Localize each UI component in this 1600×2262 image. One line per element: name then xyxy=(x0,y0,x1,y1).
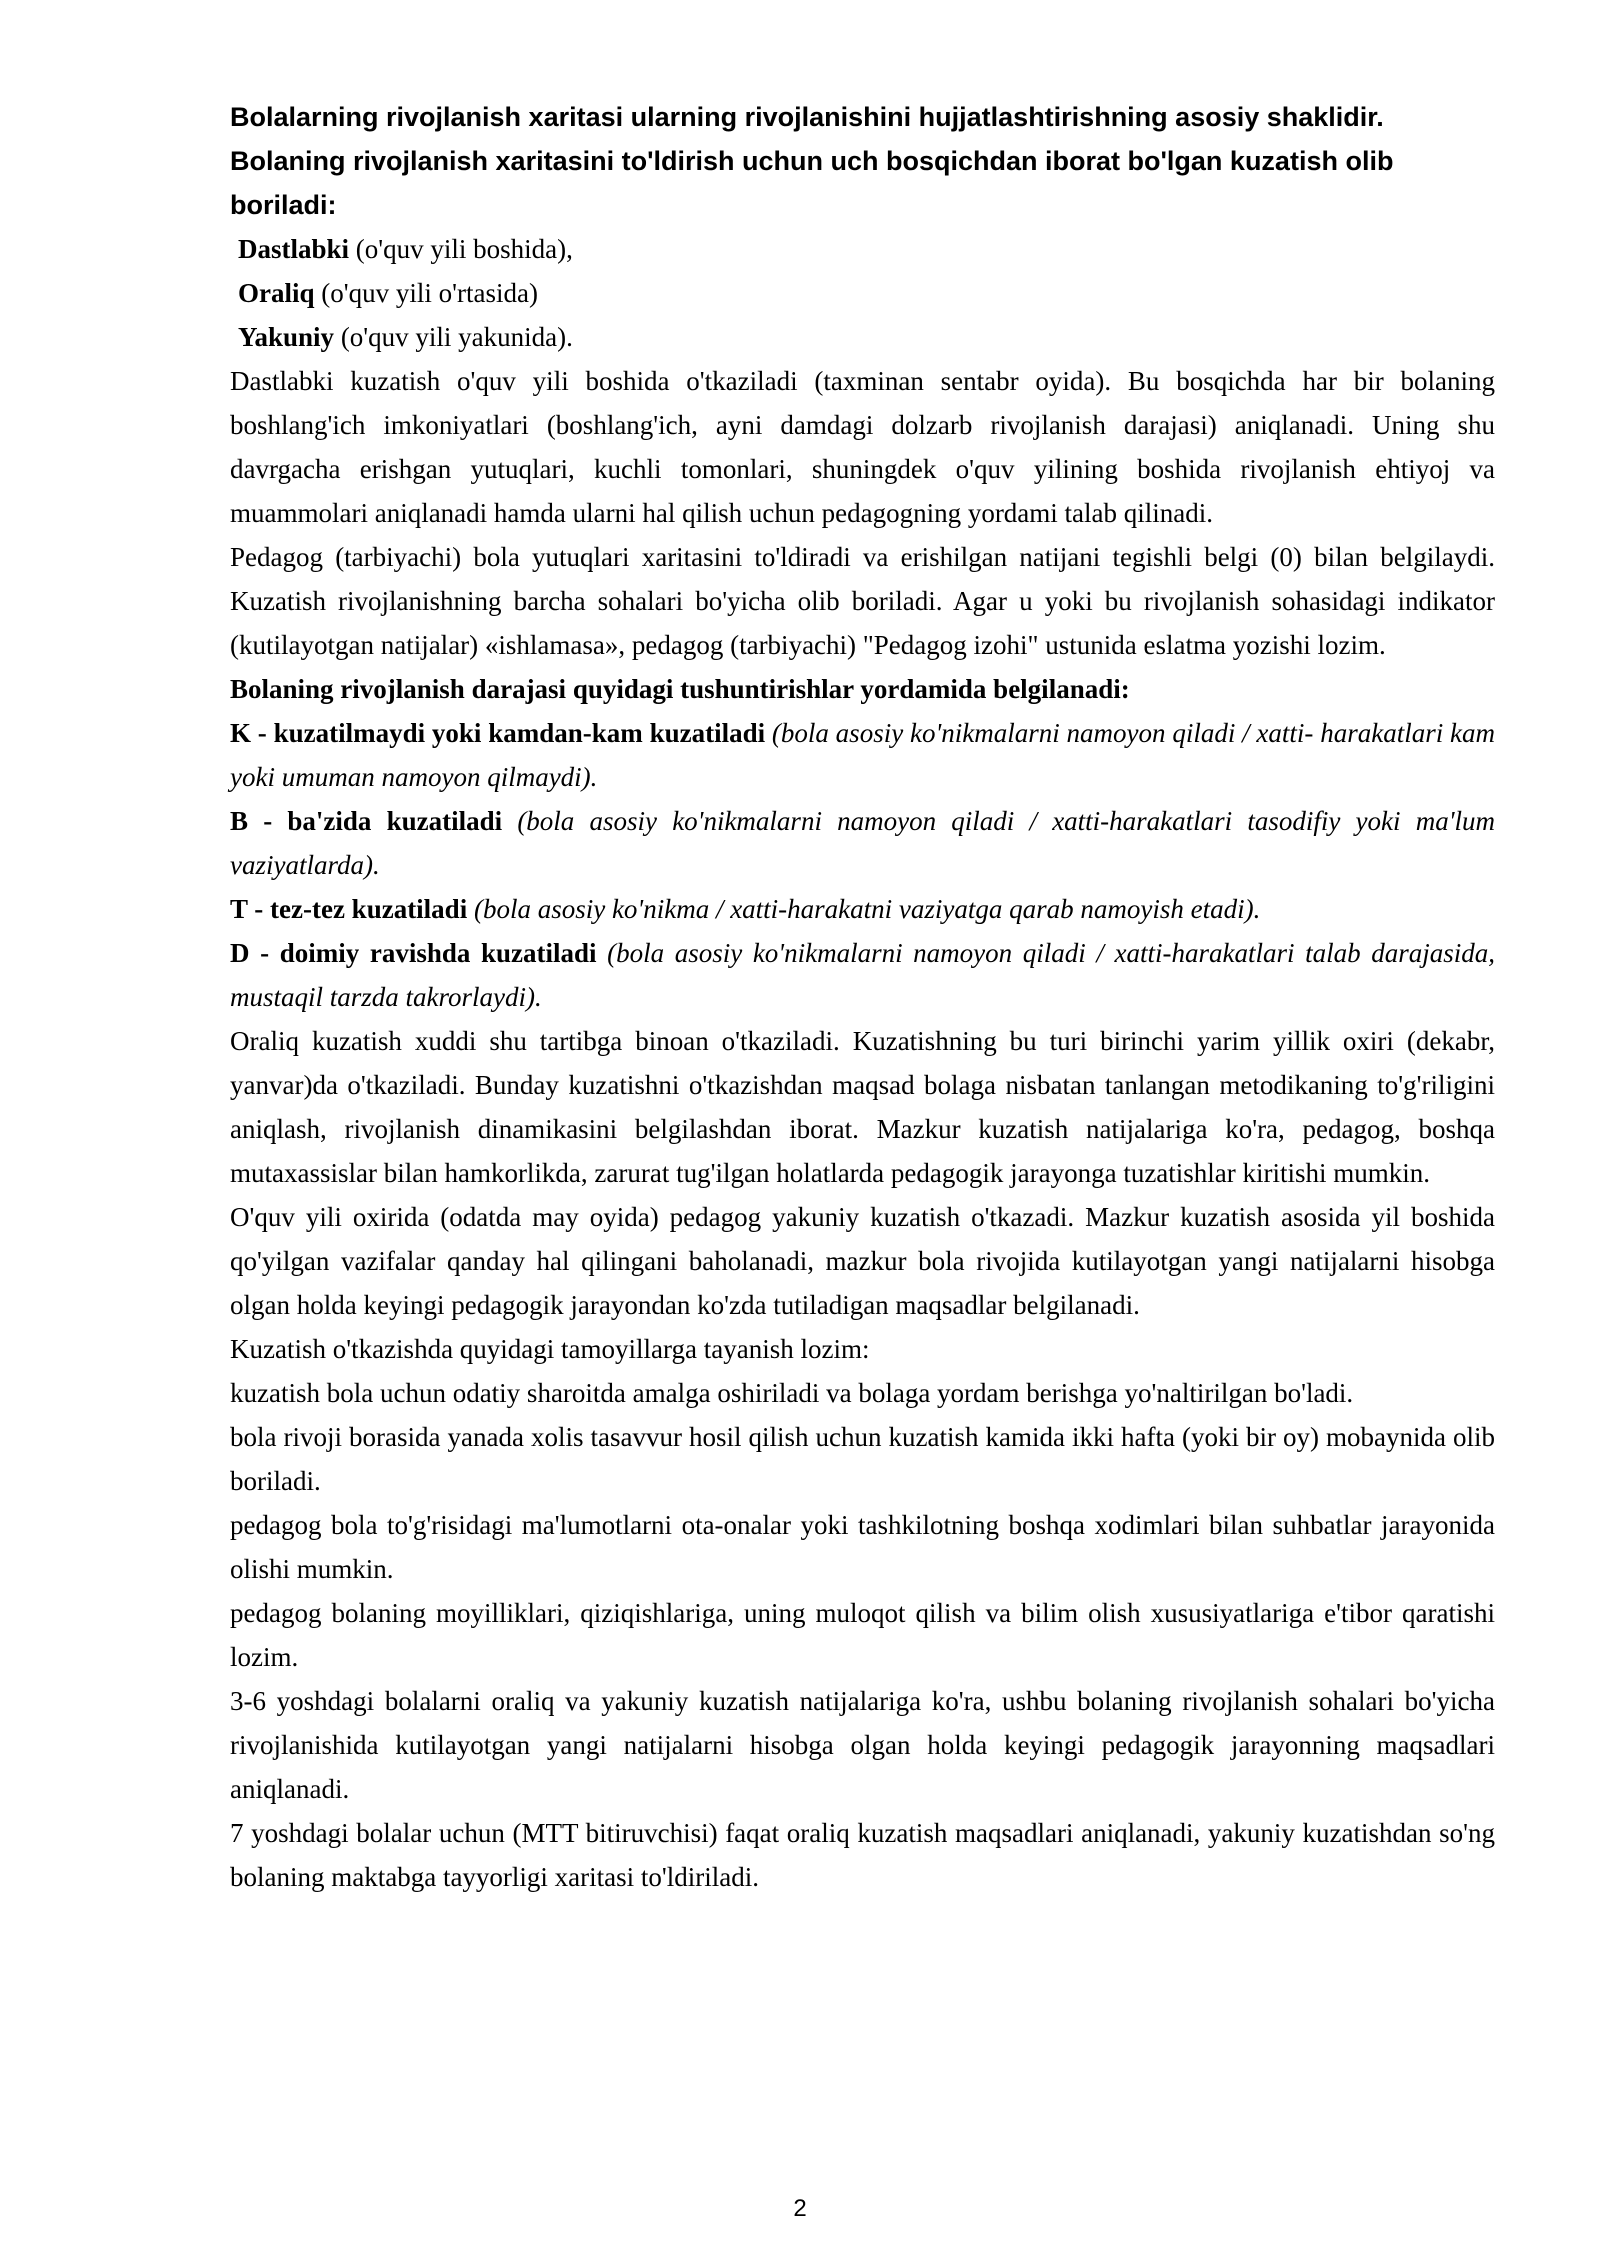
level-desc: (bola asosiy ko'nikmalarni namoyon qiladi / xatti-harakatlari tasodifiy yoki ma'lum vaziyatlarda). xyxy=(230,806,1495,880)
paragraph: 7 yoshdagi bolalar uchun (MTT bitiruvchisi) faqat oraliq kuzatish maqsadlari aniqlanadi, yakuniy kuzatishdan so'ng bolaning maktabga tayyorligi xaritasi to'ldiriladi. xyxy=(230,1818,1495,1892)
paragraph: Dastlabki kuzatish o'quv yili boshida o'tkaziladi (taxminan sentabr oyida). Bu bosqichda har bir bolaning boshlang'ich imkoniyatlari (boshlang'ich, ayni damdagi dolzarb rivojlanish darajasi) aniqlanadi. Uning shu davrgacha erishgan yutuqlari, kuchli tomonlari, shuningdek o'quv yilining boshida rivojlanish ehtiyoj va muammolari aniqlanadi hamda ularni hal qilish uchun pedagogning yordami talab qilinadi. xyxy=(230,366,1495,528)
level-term: D - doimiy ravishda kuzatiladi xyxy=(230,938,597,968)
observation-stages-list xyxy=(230,227,1495,359)
level-definition xyxy=(230,799,1495,887)
stage-desc: (o'quv yili yakunida). xyxy=(334,322,573,352)
paragraph: Pedagog (tarbiyachi) bola yutuqlari xaritasini to'ldiradi va erishilgan natijani tegishli belgi (0) bilan belgilaydi. Kuzatish rivojlanishning barcha sohalari bo'yicha olib boriladi. Agar u yoki bu rivojlanish sohasidagi indikator (kutilayotgan natijalar) «ishlamasa», pedagog (tarbiyachi) "Pedagog izohi" ustunida eslatma yozishi lozim. xyxy=(230,542,1495,660)
stage-desc: (o'quv yili boshida), xyxy=(349,234,573,264)
level-definition xyxy=(230,931,1495,1019)
stage-name: Dastlabki xyxy=(238,234,350,264)
page-number: 2 xyxy=(793,2195,807,2222)
paragraph: O'quv yili oxirida (odatda may oyida) pedagog yakuniy kuzatish o'tkazadi. Mazkur kuzatish asosida yil boshida qo'yilgan vazifalar qanday hal qilingani baholanadi, mazkur bola rivojida kutilayotgan yangi natijalarni hisobga olgan holda keyingi pedagogik jarayondan ko'zda tutiladigan maqsadlar belgilanadi. xyxy=(230,1202,1495,1320)
stage-item xyxy=(238,315,1495,359)
level-definition xyxy=(230,887,1495,931)
level-desc: (bola asosiy ko'nikma / xatti-harakatni vaziyatga qarab namoyish etadi). xyxy=(467,894,1261,924)
level-term: B - ba'zida kuzatiladi xyxy=(230,806,503,836)
level-term: T - tez-tez kuzatiladi xyxy=(230,894,468,924)
stage-item xyxy=(238,271,1495,315)
document-page xyxy=(230,95,1495,1899)
level-definition xyxy=(230,711,1495,799)
levels-heading: Bolaning rivojlanish darajasi quyidagi tushuntirishlar yordamida belgilanadi: xyxy=(230,674,1130,704)
level-desc: (bola asosiy ko'nikmalarni namoyon qiladi / xatti- harakatlari kam yoki umuman namoyon qilmaydi). xyxy=(230,718,1495,792)
paragraph: 3-6 yoshdagi bolalarni oraliq va yakuniy kuzatish natijalariga ko'ra, ushbu bolaning rivojlanish sohalari bo'yicha rivojlanishida kutilayotgan yangi natijalarni hisobga olgan holda keyingi pedagogik jarayonning maqsadlari aniqlanadi. xyxy=(230,1686,1495,1804)
level-desc: (bola asosiy ko'nikmalarni namoyon qiladi / xatti-harakatlari talab darajasida, mustaqil tarzda takrorlaydi). xyxy=(230,938,1495,1012)
document-heading: Bolalarning rivojlanish xaritasi ularning rivojlanishini hujjatlashtirishning asosiy shaklidir. Bolaning rivojlanish xaritasini to'ldirish uchun uch bosqichdan iborat bo'lgan kuzatish olib boriladi: xyxy=(230,102,1394,220)
paragraph: Kuzatish o'tkazishda quyidagi tamoyillarga tayanish lozim: xyxy=(230,1334,870,1364)
level-term: K - kuzatilmaydi yoki kamdan-kam kuzatiladi xyxy=(230,718,766,748)
stage-name: Yakuniy xyxy=(238,322,335,352)
principle-item: bola rivoji borasida yanada xolis tasavvur hosil qilish uchun kuzatish kamida ikki hafta (yoki bir oy) mobaynida olib boriladi. xyxy=(230,1422,1495,1496)
stage-desc: (o'quv yili o'rtasida) xyxy=(314,278,538,308)
principle-item: kuzatish bola uchun odatiy sharoitda amalga oshiriladi va bolaga yordam berishga yo'naltirilgan bo'ladi. xyxy=(230,1378,1354,1408)
stage-name: Oraliq xyxy=(238,278,315,308)
stage-item xyxy=(238,227,1495,271)
paragraph: Oraliq kuzatish xuddi shu tartibga binoan o'tkaziladi. Kuzatishning bu turi birinchi yarim yillik oxiri (dekabr, yanvar)da o'tkaziladi. Bunday kuzatishni o'tkazishdan maqsad bolaga nisbatan tanlangan metodikaning to'g'riligini aniqlash, rivojlanish dinamikasini belgilashdan iborat. Mazkur kuzatish natijalariga ko'ra, pedagog, boshqa mutaxassislar bilan hamkorlikda, zarurat tug'ilgan holatlarda pedagogik jarayonga tuzatishlar kiritishi mumkin. xyxy=(230,1026,1495,1188)
principle-item: pedagog bolaning moyilliklari, qiziqishlariga, uning muloqot qilish va bilim olish xususiyatlariga e'tibor qaratishi lozim. xyxy=(230,1598,1495,1672)
principle-item: pedagog bola to'g'risidagi ma'lumotlarni ota-onalar yoki tashkilotning boshqa xodimlari bilan suhbatlar jarayonida olishi mumkin. xyxy=(230,1510,1495,1584)
